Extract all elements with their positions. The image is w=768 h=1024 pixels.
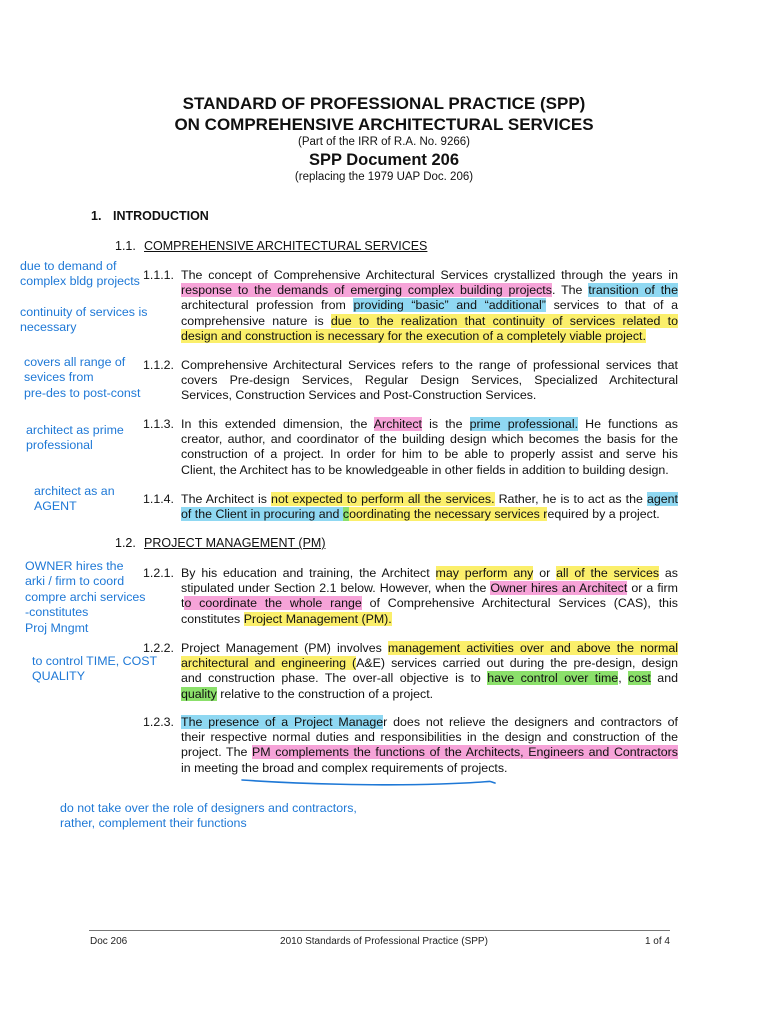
subsection-1-1-number: 1.1. bbox=[115, 239, 136, 253]
footer-page-number: 1 of 4 bbox=[644, 936, 670, 947]
text-run: The Architect is bbox=[181, 492, 272, 506]
highlighted-text: due to the realization that continuity of services related to bbox=[330, 313, 679, 328]
note-line: architect as an bbox=[34, 484, 115, 498]
highlighted-text: The presence of a Project Manage bbox=[181, 715, 384, 729]
highlighted-text: design and construction is necessary for the execution of a completely viable project. bbox=[181, 328, 646, 343]
note-line: covers all range of bbox=[24, 355, 126, 369]
highlighted-text: of the Client in procuring and bbox=[181, 507, 343, 522]
text-run: Rather, he is to act as the bbox=[494, 492, 647, 506]
note-line: sevices from bbox=[24, 370, 94, 385]
text-run: comprehensive nature is bbox=[181, 313, 331, 328]
paragraph-line bbox=[181, 745, 678, 760]
highlighted-text: management activities over and above the normal bbox=[387, 641, 678, 655]
text-run: their respective normal duties and responsibilities in the design and construction of the bbox=[181, 730, 678, 745]
text-run: and bbox=[650, 671, 678, 686]
note-line: architect as prime bbox=[26, 423, 124, 437]
text-run: The concept of Comprehensive Architectural Services crystallized through the years in bbox=[181, 268, 678, 282]
margin-note-agent bbox=[34, 484, 115, 515]
text-run: constitutes bbox=[181, 611, 244, 626]
highlighted-text: c bbox=[342, 507, 350, 522]
highlighted-text: Owner hires an Architect bbox=[490, 581, 628, 596]
paragraph-line bbox=[181, 447, 678, 462]
paragraph-line bbox=[181, 596, 678, 611]
note-line: do not take over the role of designers and contractors, bbox=[60, 801, 357, 815]
margin-note-continuity bbox=[20, 305, 147, 336]
note-line: professional bbox=[26, 438, 93, 453]
paragraph-line bbox=[181, 373, 678, 388]
highlighted-text: o coordinate the whole range bbox=[184, 596, 362, 611]
highlighted-text: response to the demands of emerging complex building projects bbox=[181, 283, 552, 298]
subsection-1-2-title: PROJECT MANAGEMENT (PM) bbox=[144, 536, 326, 550]
paragraph-line bbox=[181, 432, 678, 447]
paragraph-number: 1.1.4. bbox=[143, 492, 175, 506]
text-run: or a firm bbox=[627, 581, 679, 596]
text-run: architectural profession from bbox=[181, 298, 354, 313]
paragraph-line bbox=[181, 641, 678, 656]
text-run: creator, author, and coordinator of the building design which becomes the basis for the bbox=[181, 432, 678, 447]
margin-note-prime bbox=[26, 423, 124, 454]
text-run: , bbox=[618, 671, 629, 686]
paragraph-line bbox=[181, 761, 507, 776]
paragraph-line bbox=[181, 566, 678, 581]
note-line: due to demand of bbox=[20, 259, 117, 273]
irr-note: (Part of the IRR of R.A. No. 9266) bbox=[298, 136, 470, 148]
subsection-1-2-number: 1.2. bbox=[115, 536, 136, 550]
text-run: project. The bbox=[181, 745, 253, 760]
paragraph-line bbox=[181, 417, 678, 432]
paragraph-line bbox=[181, 329, 646, 344]
note-line: AGENT bbox=[34, 499, 77, 514]
section-1-number: 1. bbox=[91, 209, 102, 223]
paragraph-number: 1.1.2. bbox=[143, 358, 175, 372]
highlighted-text: architectural and engineering ( bbox=[181, 656, 357, 671]
note-line: compre archi services bbox=[25, 589, 146, 604]
paragraph-line bbox=[181, 656, 678, 671]
replacing-note: (replacing the 1979 UAP Doc. 206) bbox=[294, 171, 474, 183]
text-run: as bbox=[659, 566, 678, 580]
highlighted-text: providing “basic” and “additional” bbox=[353, 298, 546, 313]
paragraph-line bbox=[181, 298, 678, 313]
note-line: rather, complement their functions bbox=[60, 816, 247, 831]
margin-note-demand bbox=[20, 259, 140, 290]
note-line: arki / firm to coord bbox=[25, 574, 125, 589]
highlighted-text: PM complements the functions of the Architects, Engineers and Contractors bbox=[252, 745, 678, 760]
highlighted-text: all of the services bbox=[556, 566, 660, 580]
paragraph-line bbox=[181, 687, 433, 702]
highlighted-text: Project Management (PM). bbox=[243, 611, 392, 626]
paragraph-line bbox=[181, 314, 678, 329]
highlighted-text: cost bbox=[628, 671, 651, 686]
section-1-title: INTRODUCTION bbox=[113, 209, 209, 223]
paragraph-line bbox=[181, 612, 392, 627]
margin-note-range bbox=[24, 355, 140, 401]
paragraph-line bbox=[181, 507, 660, 522]
paragraph-line bbox=[181, 671, 678, 686]
text-run: He functions as bbox=[578, 417, 678, 431]
text-run: stipulated under Section 2.1 below. However, when the bbox=[181, 581, 491, 596]
highlighted-text: transition of the bbox=[588, 283, 678, 298]
paragraph-line bbox=[181, 283, 678, 298]
margin-note-complement bbox=[60, 801, 357, 832]
margin-note-owner bbox=[25, 559, 146, 636]
highlighted-text: have control over time bbox=[487, 671, 619, 686]
text-run: Comprehensive Architectural Services refers to the range of professional services that bbox=[181, 358, 678, 372]
text-run: Project Management (PM) involves bbox=[181, 641, 388, 655]
text-run: . The bbox=[551, 283, 589, 298]
paragraph-line bbox=[181, 358, 678, 373]
spp-document-title: SPP Document 206 bbox=[308, 151, 460, 169]
note-line: QUALITY bbox=[32, 669, 86, 684]
note-line: necessary bbox=[20, 320, 77, 335]
paragraph-line bbox=[181, 463, 669, 478]
text-run: construction of a project. In order for him to be able to properly assist and serve his bbox=[181, 447, 678, 462]
text-run: relative to the construction of a project. bbox=[216, 686, 434, 701]
highlighted-text: quality bbox=[181, 686, 217, 701]
text-run: Client, the Architect has to be knowledgeable in other fields in addition to building design. bbox=[181, 462, 669, 477]
margin-note-control bbox=[32, 654, 157, 685]
paragraph-line bbox=[181, 268, 678, 283]
text-run: By his education and training, the Architect bbox=[181, 566, 436, 580]
text-run: and construction phase. The over-all objective is to bbox=[181, 671, 488, 686]
text-run: r does not relieve the designers and contractors of bbox=[383, 715, 678, 729]
text-run: In this extended dimension, the bbox=[181, 417, 374, 431]
text-run: or bbox=[533, 566, 557, 580]
text-run: covers Pre-design Services, Regular Design Services, Specialized Architectural bbox=[181, 373, 678, 388]
note-line: pre-des to post-const bbox=[24, 385, 141, 400]
note-line: to control TIME, COST bbox=[32, 654, 158, 668]
paragraph-number: 1.1.1. bbox=[143, 268, 175, 282]
paragraph-number: 1.2.1. bbox=[143, 566, 175, 580]
highlighted-text: oordinating the necessary services r bbox=[349, 507, 548, 522]
note-line: continuity of services is bbox=[20, 305, 148, 319]
note-line: complex bldg projects bbox=[20, 274, 140, 289]
text-run: of Comprehensive Architectural Services (CAS), this bbox=[361, 596, 678, 611]
footer-doc-number: Doc 206 bbox=[90, 936, 128, 947]
paragraph-line bbox=[181, 730, 678, 745]
text-run: in meeting the broad and complex requirements of projects. bbox=[181, 760, 508, 775]
text-run: is the bbox=[422, 417, 470, 431]
text-run: t bbox=[181, 596, 185, 611]
highlighted-text: not expected to perform all the services. bbox=[271, 492, 495, 506]
paragraph-line bbox=[181, 581, 678, 596]
highlighted-text: prime professional. bbox=[469, 417, 579, 431]
doc-title-line1: STANDARD OF PROFESSIONAL PRACTICE (SPP) bbox=[182, 94, 586, 113]
highlighted-text: may perform any bbox=[435, 566, 534, 580]
note-line: Proj Mngmt bbox=[25, 620, 89, 635]
text-run: Services, Construction Services and Post-Construction Services. bbox=[181, 388, 537, 403]
paragraph-number: 1.2.2. bbox=[143, 641, 175, 655]
doc-title-line2: ON COMPREHENSIVE ARCHITECTURAL SERVICES bbox=[174, 115, 594, 134]
paragraph-line bbox=[181, 388, 536, 403]
paragraph-line bbox=[181, 492, 678, 507]
highlighted-text: agent bbox=[646, 492, 678, 506]
note-line: OWNER hires the bbox=[25, 559, 124, 573]
paragraph-number: 1.1.3. bbox=[143, 417, 175, 431]
footer-center-title: 2010 Standards of Professional Practice (SPP) bbox=[280, 936, 488, 947]
paragraph-line bbox=[181, 715, 678, 730]
note-line: -constitutes bbox=[25, 605, 89, 620]
paragraph-number: 1.2.3. bbox=[143, 715, 175, 729]
footer-rule bbox=[89, 930, 670, 931]
text-run: A&E) services carried out during the pre-design, design bbox=[356, 656, 678, 671]
text-run: services to that of a bbox=[545, 298, 678, 313]
subsection-1-1-title: COMPREHENSIVE ARCHITECTURAL SERVICES bbox=[144, 239, 428, 253]
text-run: equired by a project. bbox=[547, 507, 660, 522]
highlighted-text: Architect bbox=[373, 417, 422, 431]
